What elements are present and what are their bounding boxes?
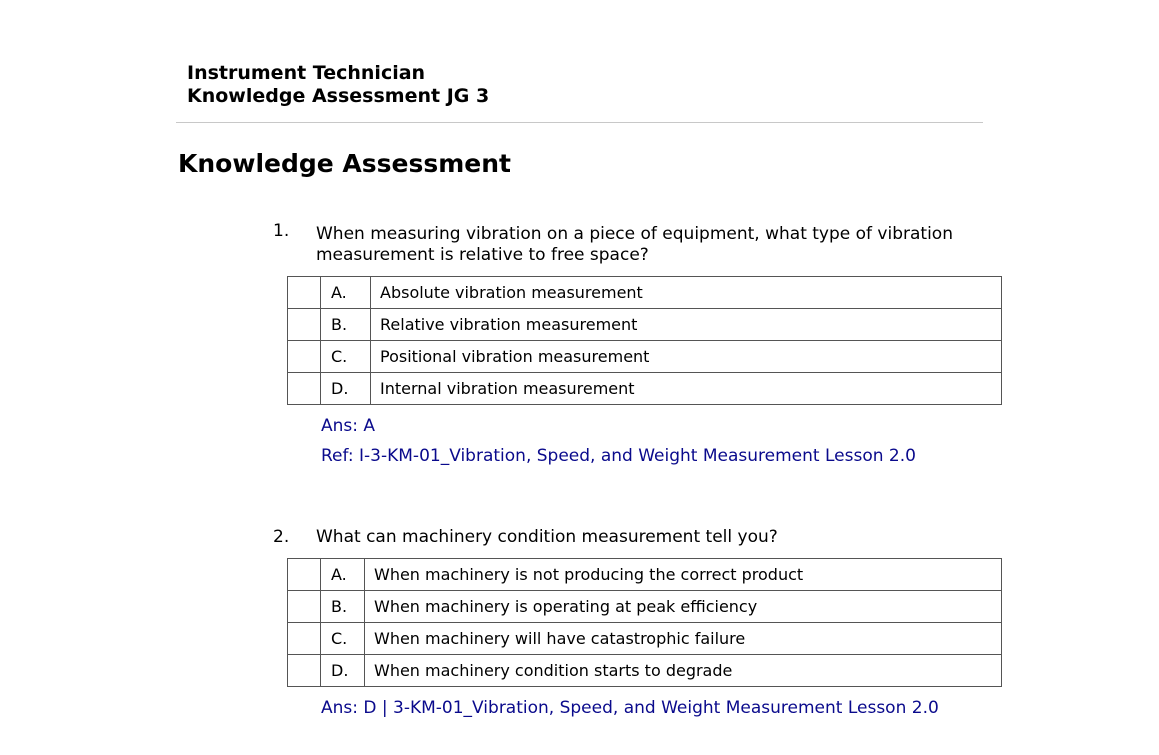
option-row[interactable] xyxy=(288,591,1002,623)
option-letter: A. xyxy=(321,559,365,591)
option-text: Absolute vibration measurement xyxy=(371,277,1002,309)
option-row[interactable] xyxy=(288,277,1002,309)
option-row[interactable] xyxy=(288,341,1002,373)
question-2-answer: Ans: D | 3-KM-01_Vibration, Speed, and Weight Measurement Lesson 2.0 xyxy=(321,698,939,718)
document-header xyxy=(187,62,489,108)
option-row[interactable] xyxy=(288,309,1002,341)
option-letter: B. xyxy=(321,309,371,341)
option-text: Internal vibration measurement xyxy=(371,373,1002,405)
option-letter: C. xyxy=(321,341,371,373)
question-2-text: What can machinery condition measurement tell you? xyxy=(316,527,778,547)
option-row[interactable] xyxy=(288,373,1002,405)
question-1-answer: Ans: A xyxy=(321,416,376,436)
option-text: When machinery is operating at peak efficiency xyxy=(365,591,1002,623)
question-1-number: 1. xyxy=(273,221,290,241)
header-divider xyxy=(176,122,983,123)
answer-checkbox[interactable] xyxy=(288,623,321,655)
option-text: When machinery condition starts to degrade xyxy=(365,655,1002,687)
answer-checkbox[interactable] xyxy=(288,591,321,623)
answer-checkbox[interactable] xyxy=(288,341,321,373)
option-letter: C. xyxy=(321,623,365,655)
answer-checkbox[interactable] xyxy=(288,309,321,341)
option-letter: A. xyxy=(321,277,371,309)
question-2-options xyxy=(287,558,1002,687)
question-1-text: When measuring vibration on a piece of equipment, what type of vibration measurement is relative to free space? xyxy=(316,224,953,265)
option-row[interactable] xyxy=(288,559,1002,591)
option-text: Positional vibration measurement xyxy=(371,341,1002,373)
option-letter: D. xyxy=(321,373,371,405)
answer-checkbox[interactable] xyxy=(288,655,321,687)
answer-checkbox[interactable] xyxy=(288,277,321,309)
answer-checkbox[interactable] xyxy=(288,373,321,405)
question-2-number: 2. xyxy=(273,527,290,547)
question-1-reference: Ref: I-3-KM-01_Vibration, Speed, and Weight Measurement Lesson 2.0 xyxy=(321,446,916,466)
header-line-1: Instrument Technician xyxy=(187,62,426,84)
option-row[interactable] xyxy=(288,623,1002,655)
option-letter: D. xyxy=(321,655,365,687)
option-row[interactable] xyxy=(288,655,1002,687)
option-letter: B. xyxy=(321,591,365,623)
answer-checkbox[interactable] xyxy=(288,559,321,591)
header-line-2: Knowledge Assessment JG 3 xyxy=(187,85,490,107)
question-1-options xyxy=(287,276,1002,405)
option-text: When machinery will have catastrophic failure xyxy=(365,623,1002,655)
option-text: When machinery is not producing the correct product xyxy=(365,559,1002,591)
option-text: Relative vibration measurement xyxy=(371,309,1002,341)
page-title: Knowledge Assessment xyxy=(178,149,511,178)
